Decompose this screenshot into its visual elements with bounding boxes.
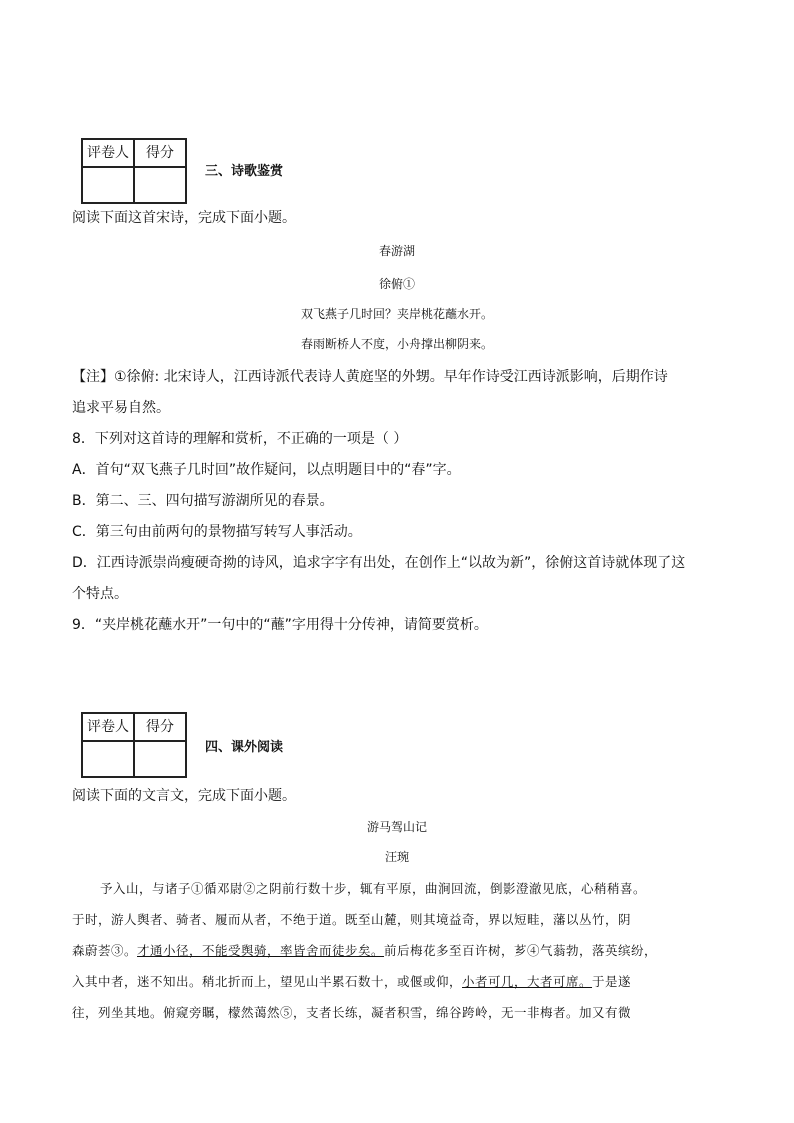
score-header: 得分 — [134, 713, 186, 741]
prose-text: 森蔚荟③。 — [72, 943, 138, 958]
prose-line — [72, 941, 672, 959]
text-author: 汪琬 — [384, 850, 409, 864]
poem-author: 徐俯① — [378, 277, 415, 291]
intro-text: 阅读下面这首宋诗，完成下面小题。 — [72, 210, 296, 226]
question-8: 8．下列对这首诗的理解和赏析，不正确的一项是（ ） — [72, 431, 408, 447]
score-table — [81, 138, 187, 204]
section-title: 三、诗歌鉴赏 — [205, 164, 284, 179]
option-a: A．首句“双飞燕子几时回”故作疑问，以点明题目中的“春”字。 — [72, 462, 461, 478]
grader-header: 评卷人 — [82, 713, 134, 741]
underlined-sentence: 小者可几，大者可席。 — [462, 974, 593, 989]
note-text: 追求平易自然。 — [72, 400, 170, 416]
intro-text: 阅读下面的文言文，完成下面小题。 — [72, 788, 296, 804]
option-b: B．第二、三、四句描写游湖所见的春景。 — [72, 493, 334, 509]
grader-header: 评卷人 — [82, 139, 134, 167]
grader-cell[interactable] — [82, 741, 134, 777]
prose-line: 于时，游人舆者、骑者、履而从者，不绝于道。既至山麓，则其境益奇，界以短畦，藩以丛竹，阴 — [72, 912, 632, 927]
option-d-cont: 个特点。 — [72, 586, 128, 602]
score-header: 得分 — [134, 139, 186, 167]
option-d: D．江西诗派崇尚瘦硬奇拗的诗风，追求字字有出处，在创作上“以故为新”，徐俯这首诗就体现了这 — [72, 555, 686, 571]
poem-line: 春雨断桥人不度，小舟撑出柳阴来。 — [300, 337, 493, 351]
section-title: 四、课外阅读 — [205, 740, 284, 755]
prose-text: 前后梅花多至百许树，芗④气蓊勃，落英缤纷， — [384, 943, 658, 958]
prose-line: 往，列坐其地。俯窥旁瞩，檬然蔼然⑤，支者长练，凝者积雪，绵谷跨岭，无一非梅者。加又有微 — [72, 1005, 632, 1020]
text-title: 游马驾山记 — [366, 820, 427, 834]
poem-line: 双飞燕子几时回？夹岸桃花蘸水开。 — [300, 307, 493, 321]
prose-text: 于是遂 — [592, 974, 632, 989]
prose-text: 入其中者，迷不知出。稍北折而上，望见山半累石数十，或偃或仰， — [72, 974, 463, 989]
grader-cell[interactable] — [82, 167, 134, 203]
score-cell[interactable] — [134, 167, 186, 203]
score-table — [81, 712, 187, 778]
poem-title: 春游湖 — [378, 244, 415, 258]
note-text: 【注】①徐俯: 北宋诗人，江西诗派代表诗人黄庭坚的外甥。早年作诗受江西诗派影响，后期作诗 — [72, 369, 668, 385]
prose-line — [72, 972, 672, 990]
option-c: C．第三句由前两句的景物描写转写人事活动。 — [72, 524, 362, 540]
prose-line: 予入山，与诸子①循邓尉②之阴前行数十步，辄有平原，曲涧回流，倒影澄澈见底，心稍稍喜。 — [100, 881, 647, 896]
underlined-sentence: 才通小径，不能受舆骑，率皆舍而徒步矣。 — [137, 943, 385, 958]
score-cell[interactable] — [134, 741, 186, 777]
question-9: 9．“夹岸桃花蘸水开”一句中的“蘸”字用得十分传神，请简要赏析。 — [72, 617, 488, 633]
